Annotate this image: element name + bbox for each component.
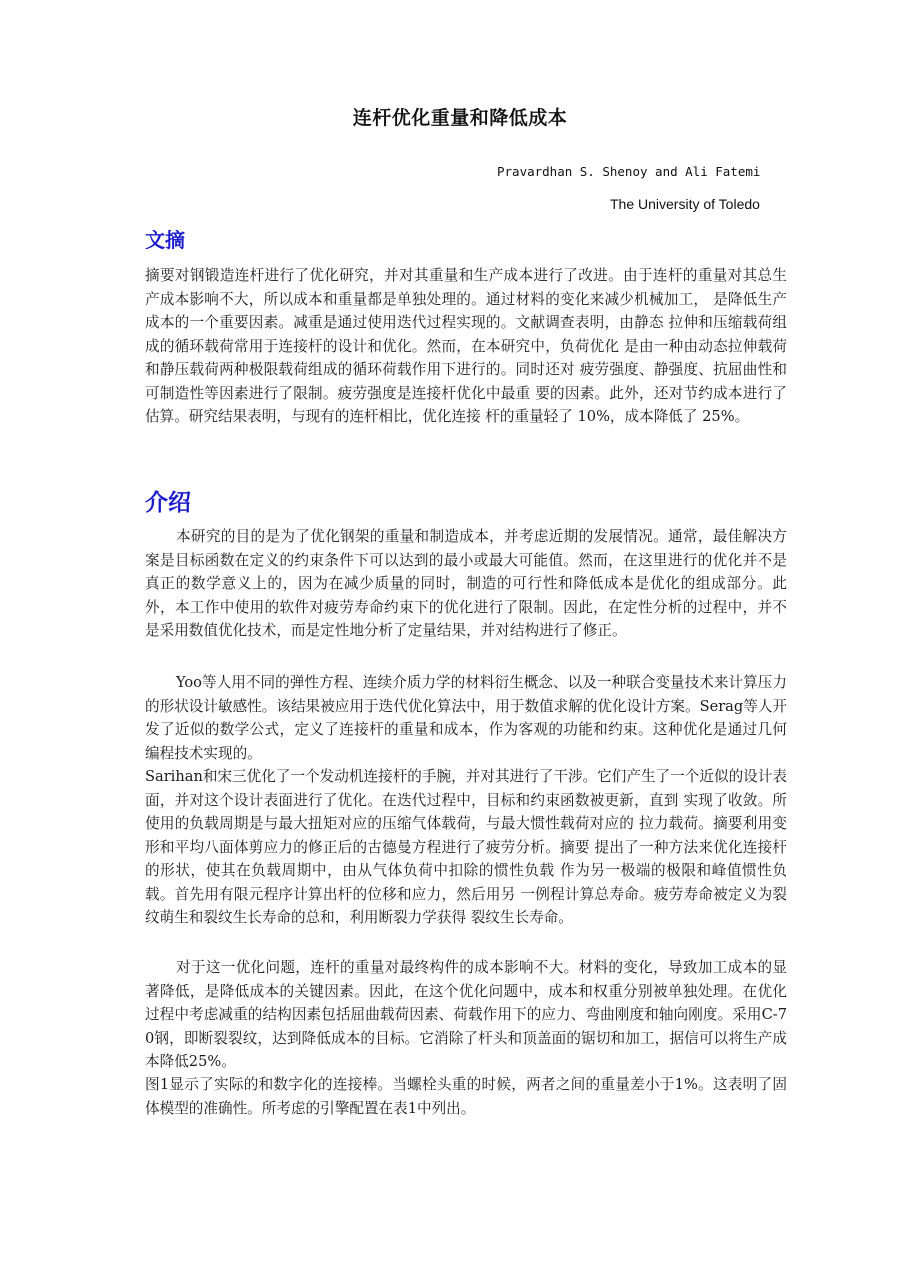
- abstract-heading: 文摘: [145, 228, 185, 252]
- intro-paragraph-1: 本研究的目的是为了优化钢架的重量和制造成本，并考虑近期的发展情况。通常，最佳解决方案是目标函数在定义的约束条件下可以达到的最小或最大可能值。然而，在这里进行的优化并不是真正的数学意义上的，因为在减少质量的同时，制造的可行性和降低成本是优化的组成部分。此外，本工作中使用的软件对疲劳寿命约束下的优化进行了限制。因此，在定性分析的过程中，并不是采用数值优化技术，而是定性地分析了定量结果，并对结构进行了修正。: [145, 528, 787, 639]
- introduction-heading: 介绍: [145, 490, 191, 516]
- author-affiliation: The University of Toledo: [610, 196, 760, 212]
- intro-paragraph-3: Sarihan和宋三优化了一个发动机连接杆的手腕，并对其进行了干涉。它们产生了一个近似的设计表面，并对这个设计表面进行了优化。在迭代过程中，目标和约束函数被更新，直到 实现了收敛。所使用的负载周期是与最大扭矩对应的压缩气体载荷，与最大惯性载荷对应的 拉力载荷。摘要利用变形和平均八面体剪应力的修正后的古德曼方程进行了疲劳分析。摘要 提出了一种方法来优化连接杆的形状，使其在负载周期中，由从气体负荷中扣除的惯性负载 作为另一极端的极限和峰值惯性负载。首先用有限元程序计算出杆的位移和应力，然后用另 一例程计算总寿命。疲劳寿命被定义为裂纹萌生和裂纹生长寿命的总和，利用断裂力学获得 裂纹生长寿命。: [145, 768, 787, 926]
- intro-paragraph-5: 图1显示了实际的和数字化的连接棒。当螺栓头重的时候，两者之间的重量差小于1%。这表明了固体模型的准确性。所考虑的引擎配置在表1中列出。: [145, 1076, 787, 1117]
- intro-paragraph-4: 对于这一优化问题，连杆的重量对最终构件的成本影响不大。材料的变化，导致加工成本的显著降低，是降低成本的关键因素。因此，在这个优化问题中，成本和权重分别被单独处理。在优化过程中考虑减重的结构因素包括屈曲载荷因素、荷载作用下的应力、弯曲刚度和轴向刚度。采用C-70钢，即断裂裂纹，达到降低成本的目标。它消除了杆头和顶盖面的锯切和加工，据信可以将生产成本降低25%。: [145, 959, 787, 1070]
- intro-paragraph-2: Yoo等人用不同的弹性方程、连续介质力学的材料衍生概念、以及一种联合变量技术来计算压力的形状设计敏感性。该结果被应用于迭代优化算法中，用于数值求解的优化设计方案。Serag等人开发了近似的数学公式，定义了连接杆的重量和成本，作为客观的功能和约束。这种优化是通过几何编程技术实现的。: [145, 674, 788, 762]
- document-title: 连杆优化重量和降低成本: [352, 107, 568, 129]
- author-names: Pravardhan S. Shenoy and Ali Fatemi: [497, 164, 761, 179]
- abstract-paragraph: 摘要对钢锻造连杆进行了优化研究，并对其重量和生产成本进行了改进。由于连杆的重量对其总生产成本影响不大，所以成本和重量都是单独处理的。通过材料的变化来减少机械加工， 是降低生产成本的一个重要因素。减重是通过使用迭代过程实现的。文献调查表明，由静态 拉伸和压缩载荷组成的循环载荷常用于连接杆的设计和优化。然而，在本研究中，负荷优化 是由一种由动态拉伸载荷和静压载荷两种极限载荷组成的循环荷载作用下进行的。同时还对 疲劳强度、静强度、抗屈曲性和可制造性等因素进行了限制。疲劳强度是连接杆优化中最重 要的因素。此外，还对节约成本进行了估算。研究结果表明，与现有的连杆相比，优化连接 杆的重量轻了 10%，成本降低了 25%。: [145, 267, 787, 425]
